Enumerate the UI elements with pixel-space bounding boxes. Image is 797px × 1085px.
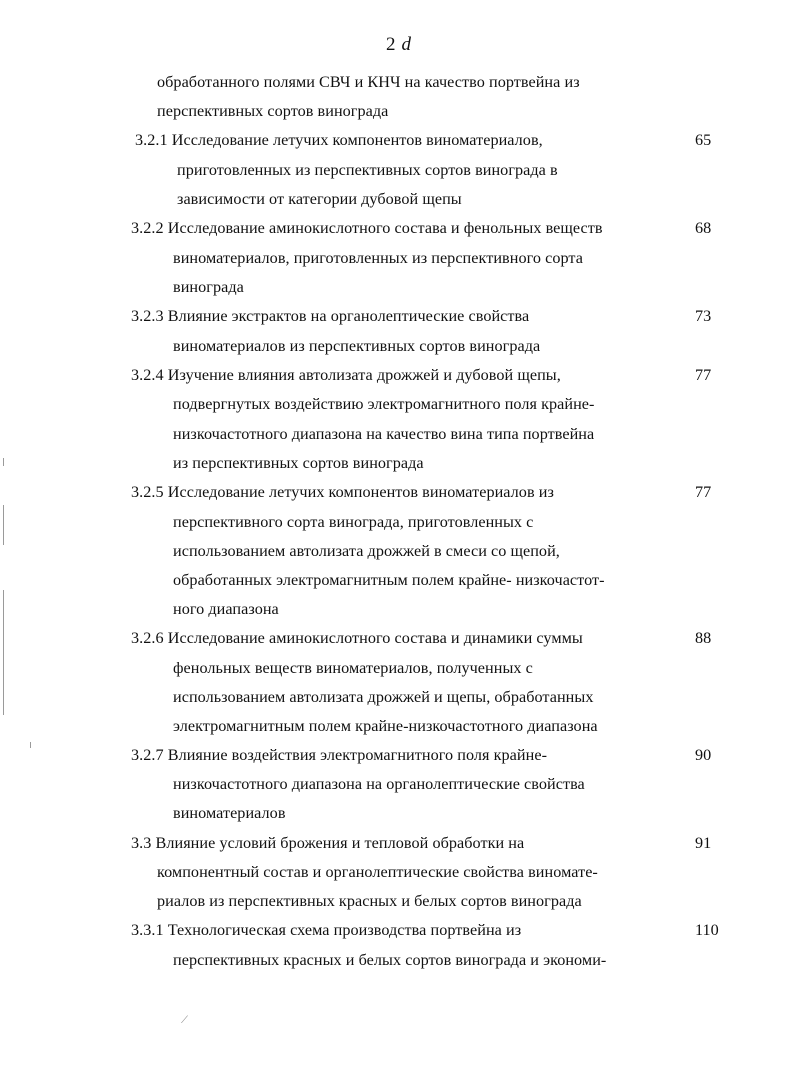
scan-speck: ⟋ bbox=[181, 1015, 188, 1026]
toc-page-number: 88 bbox=[695, 629, 712, 647]
page-number-value: 2 bbox=[386, 34, 396, 55]
toc-entry-line: Технологическая схема производства портвейна из bbox=[167, 921, 522, 939]
toc-entry-line: виноматериалов, приготовленных из перспективного сорта bbox=[173, 249, 583, 267]
toc-entry-line: Изучение влияния автолизата дрожжей и дубовой щепы, bbox=[167, 366, 561, 384]
toc-entry-line: из перспективных сортов винограда bbox=[173, 454, 424, 472]
toc-entry-number: 3.3.1 Технологическая схема производства портвейна из bbox=[131, 921, 522, 939]
toc-page-number: 77 bbox=[695, 483, 712, 501]
toc-entry-number: 3.2.6 Исследование аминокислотного состава и динамики суммы bbox=[131, 629, 583, 647]
toc-entry-line: перспективных красных и белых сортов винограда и экономи- bbox=[173, 951, 607, 969]
toc-entry-line: использованием автолизата дрожжей и щепы, обработанных bbox=[173, 688, 594, 706]
toc-entry-number: 3.2.3 Влияние экстрактов на органолептические свойства bbox=[131, 307, 530, 325]
toc-entry-line: Влияние экстрактов на органолептические свойства bbox=[167, 307, 530, 325]
scan-margin-mark bbox=[3, 505, 4, 545]
toc-entry-line: Исследование летучих компонентов виноматериалов из bbox=[167, 483, 554, 501]
toc-entry-number: 3.2.2 Исследование аминокислотного состава и фенольных веществ bbox=[131, 219, 603, 237]
toc-entry-number: 3.2.7 Влияние воздействия электромагнитного поля крайне- bbox=[131, 746, 548, 764]
toc-entry-line: низкочастотного диапазона на органолептические свойства bbox=[173, 775, 585, 793]
toc-page-number: 110 bbox=[695, 921, 719, 939]
scan-margin-mark bbox=[30, 742, 31, 748]
toc-entry-line: обработанных электромагнитным полем крайне- низкочастот- bbox=[173, 571, 605, 589]
toc-entry-line: виноматериалов из перспективных сортов винограда bbox=[173, 337, 541, 355]
toc-entry-line: перспективного сорта винограда, приготовленных с bbox=[173, 513, 534, 531]
toc-page-number: 65 bbox=[695, 131, 712, 149]
toc-entry-line: подвергнутых воздействию электромагнитного поля крайне- bbox=[173, 395, 595, 413]
toc-entry-line: Исследование аминокислотного состава и фенольных веществ bbox=[167, 219, 603, 237]
toc-entry-number: 3.2.1 Исследование летучих компонентов виноматериалов, bbox=[135, 131, 543, 149]
toc-page-number: 77 bbox=[695, 366, 712, 384]
toc-entry-line: фенольных веществ виноматериалов, полученных с bbox=[173, 659, 533, 677]
toc-entry-line: Исследование летучих компонентов виноматериалов, bbox=[171, 131, 543, 149]
toc-entry-number: 3.2.4 Изучение влияния автолизата дрожжей и дубовой щепы, bbox=[131, 366, 561, 384]
toc-entry-line: низкочастотного диапазона на качество вина типа портвейна bbox=[173, 425, 595, 443]
toc-entry-number: 3.2.5 Исследование летучих компонентов виноматериалов из bbox=[131, 483, 554, 501]
toc-page-number: 90 bbox=[695, 746, 712, 764]
toc-entry-line: зависимости от категории дубовой щепы bbox=[177, 190, 462, 208]
scan-margin-mark bbox=[3, 590, 4, 715]
scan-margin-mark bbox=[3, 458, 4, 466]
toc-entry-line: Влияние условий брожения и тепловой обработки на bbox=[155, 834, 525, 852]
toc-entry-line: виноматериалов bbox=[173, 804, 286, 822]
toc-entry-line: ного диапазона bbox=[173, 600, 279, 618]
toc-entry-line: Исследование аминокислотного состава и динамики суммы bbox=[167, 629, 583, 647]
toc-entry-line: Влияние воздействия электромагнитного поля крайне- bbox=[167, 746, 548, 764]
page-number-mark: d bbox=[401, 34, 411, 55]
toc-entry-line: использованием автолизата дрожжей в смеси со щепой, bbox=[173, 542, 560, 560]
intro-line: перспективных сортов винограда bbox=[157, 102, 389, 120]
toc-entry-line: компонентный состав и органолептические свойства виномате- bbox=[157, 863, 598, 881]
toc-entry-line: электромагнитным полем крайне-низкочастотного диапазона bbox=[173, 717, 598, 735]
toc-page-number: 91 bbox=[695, 834, 712, 852]
toc-entry-number: 3.3 Влияние условий брожения и тепловой обработки на bbox=[131, 834, 525, 852]
intro-line: обработанного полями СВЧ и КНЧ на качество портвейна из bbox=[157, 73, 580, 91]
toc-entry-line: риалов из перспективных красных и белых сортов винограда bbox=[157, 892, 582, 910]
toc-page-number: 68 bbox=[695, 219, 712, 237]
toc-page-number: 73 bbox=[695, 307, 712, 325]
toc-entry-line: приготовленных из перспективных сортов винограда в bbox=[177, 161, 558, 179]
page-number bbox=[0, 34, 797, 56]
toc-entry-line: винограда bbox=[173, 278, 244, 296]
